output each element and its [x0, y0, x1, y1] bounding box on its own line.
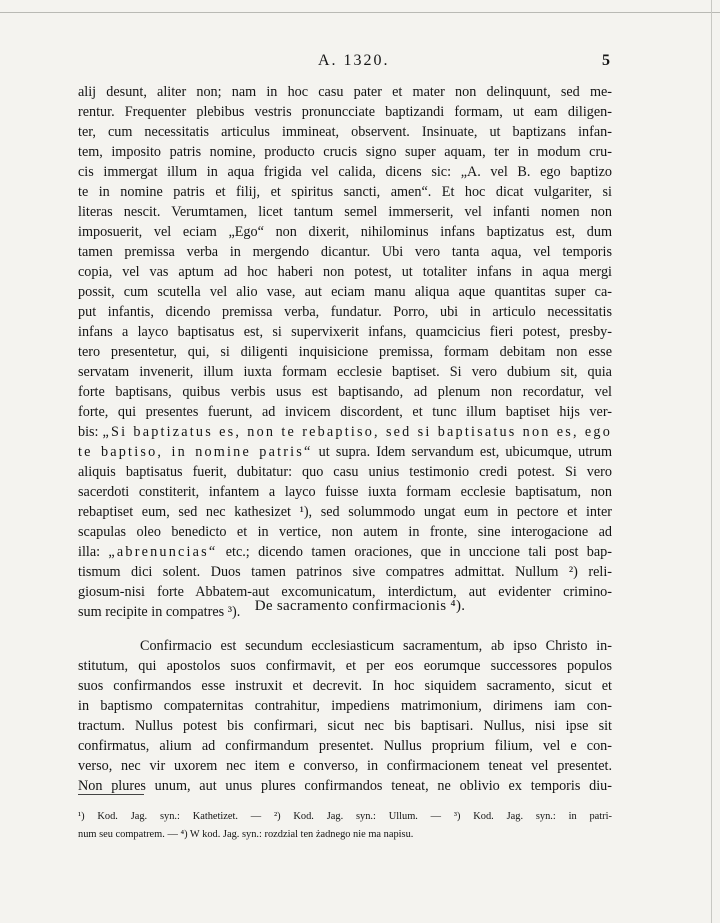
footnote-line: ¹) Kod. Jag. syn.: Kathetizet. — ²) Kod. Jag. syn.: Ullum. — ³) Kod. Jag. syn.: in patri-	[78, 811, 612, 822]
text-line: tamen premissa verba in mergendo dicantur. Ubi vero tanta aqua, vel temporis	[78, 244, 612, 260]
text-line: put infantis, dicendo premissa verba, fundatur. Porro, ubi in articulo necessitatis	[78, 304, 612, 320]
text-line: rentur. Frequenter plebibus vestris pronuncciate baptizandi formam, ut eam diligen-	[78, 104, 612, 120]
text-line: te in nomine patris et filij, et spiritus sancti, amen“. Et hoc dicat vulgariter, si	[78, 184, 612, 200]
text-line: tismum dici solent. Duos tamen patrinos sive compatres admittat. Nullum ²) reli-	[78, 564, 612, 580]
text-line: infans a layco baptisatus est, si supervixerit infans, quamcicius fieri potest, presby-	[78, 324, 612, 340]
text-line: ter, cum necessitatis articulus immineat, observent. Insinuate, ut baptizans infan-	[78, 124, 612, 140]
text-line: giosum-nisi forte Abbatem-aut excomunicatum, interdictum, aut evidenter crimino-	[78, 584, 612, 600]
text-line: in baptismo compaternitas contrahitur, impediens matrimonium, dirimens iam con-	[78, 698, 612, 714]
text-line: Confirmacio est secundum ecclesiasticum sacramentum, ab ipso Christo in-	[140, 638, 612, 654]
text-line: sacerdoti constiterit, infantem a layco fuisse iuxta formam ecclesie baptisatum, non	[78, 484, 612, 500]
text-line: suos confirmandos esse instruxit et decrevit. In hoc siquidem sacramento, sicut et	[78, 678, 612, 694]
text-segment: ut supra. Idem servandum est, ubicumque, utrum	[312, 444, 612, 460]
text-line: imposuerit, vel eciam „Ego“ non dixerit, nihilominus infans baptizatus est, dum	[78, 224, 612, 240]
text-line: stitutum, qui apostolos suos confirmavit, et per eos eorumque successores populos	[78, 658, 612, 674]
abrenuncias-text: „abrenuncias“	[108, 544, 218, 560]
text-line-spaced	[78, 542, 612, 562]
text-line: verso, nec vir uxorem nec item e converso, in confirmacionem teneat vel presentet.	[78, 758, 612, 774]
text-line-spaced	[78, 422, 612, 442]
footnote-line: num seu compatrem. — ⁴) W kod. Jag. syn.: rozdzial ten żadnego nie ma napisu.	[78, 829, 414, 840]
text-segment: illa:	[78, 544, 109, 560]
text-segment: etc.; dicendo tamen oraciones, que in unccione tali post bap-	[217, 544, 612, 560]
text-line: confirmatus, alium ad confirmandum presentet. Nullus proprium filium, vel e con-	[78, 738, 612, 754]
text-line: tractum. Nullus potest bis confirmari, sicut nec bis baptisari. Nullus, nisi ipse sit	[78, 718, 612, 734]
text-line: forte baptisans, quibus verbis usus est baptisando, ad plenum non recordatur, vel	[78, 384, 612, 400]
text-line: tem, imposito patris nomine, producto crucis signo super aquam, ter in modum cru-	[78, 144, 612, 160]
text-line: cis immergat illum in aqua frigida vel calida, dicens sic: „A. vel B. ego baptizo	[78, 164, 612, 180]
text-line: literas nescit. Verumtamen, licet tantum semel immerserit, vel infanti nomen non	[78, 204, 612, 220]
footnotes	[78, 808, 612, 844]
page-number: 5	[602, 52, 610, 69]
text-line: copia, vel vas aptum ad hoc haberi non potest, ut totaliter infans in aqua mergi	[78, 264, 612, 280]
section-paragraph	[78, 636, 612, 796]
text-line: aliquis baptisatus fuerit, dubitatur: quo casu unius testimonio credi potest. Si vero	[78, 464, 612, 480]
running-head	[0, 52, 720, 74]
baptism-formula-text: „Si baptizatus es, non te rebaptiso, sed si baptisatus non es, ego	[102, 424, 612, 440]
text-line: scapulas oleo benedicto et in vertice, non autem in fronte, sine interogacione ad	[78, 524, 612, 540]
text-line: possit, cum scutella vel alio vase, aut eciam manu aliqua aque quantitas super ca-	[78, 284, 612, 300]
page-right-edge	[711, 0, 712, 923]
text-line: rebaptiset eum, sed nec kathesizet ¹), sed solummodo ungat eum in pectore et inter	[78, 504, 612, 520]
page-title: A. 1320.	[318, 52, 390, 69]
footnote-divider	[78, 794, 144, 795]
baptism-formula-text: te baptiso, in nomine patris“	[78, 444, 313, 460]
text-line: sum recipite in compatres ³).	[78, 604, 241, 620]
text-line: Non plures unum, aut unus plures confirmandos teneat, ne oblivio ex temporis diu-	[78, 778, 612, 794]
text-line: servatam invenerit, illum iuxta formam ecclesie baptiset. Si vero dubium sit, quia	[78, 364, 612, 380]
body-paragraph	[78, 82, 612, 622]
text-line: forte, qui presentes fuerunt, ad invicem discordent, et tunc illum baptiset hijs ver-	[78, 404, 612, 420]
text-line-spaced	[78, 442, 612, 462]
text-line: tero presentetur, qui, si diligenti inquisicione premissa, formam debitam non esse	[78, 344, 612, 360]
text-segment: bis:	[78, 424, 103, 440]
section-heading: De sacramento confirmacionis ⁴).	[254, 598, 466, 614]
page-top-edge	[0, 12, 720, 13]
text-line: alij desunt, aliter non; nam in hoc casu pater et mater non delinquunt, sed me-	[78, 84, 612, 100]
